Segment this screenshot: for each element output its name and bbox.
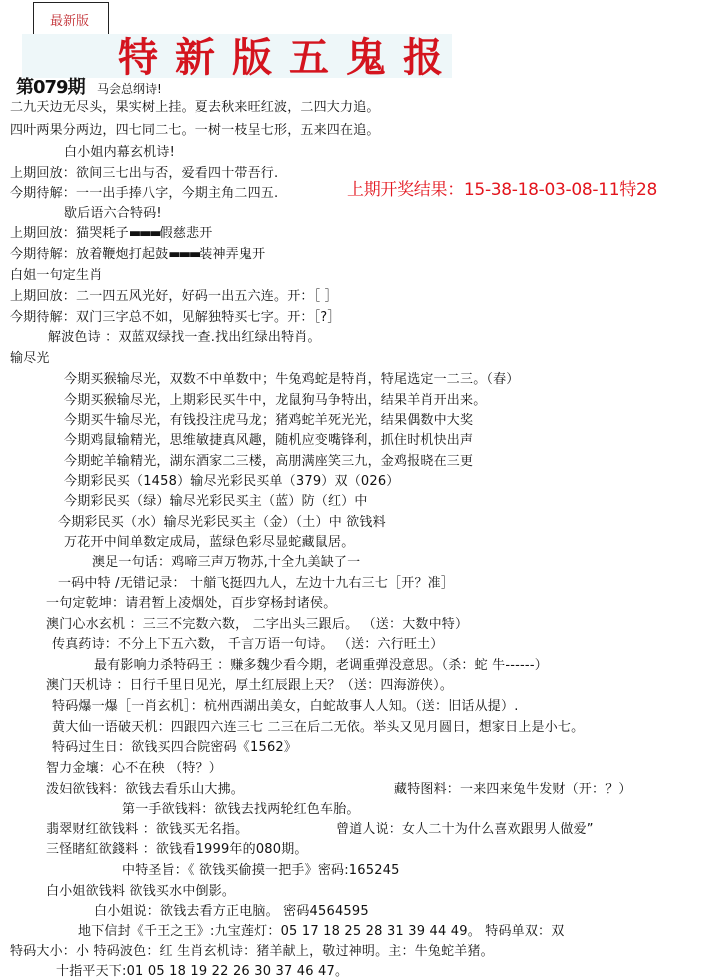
- line-tail: 假慈悲开: [159, 226, 213, 241]
- line-text: 曾道人说：女人二十为什么喜欢跟男人做爱”: [336, 822, 594, 837]
- text-line: [46, 782, 244, 798]
- line-text: 特码大小：小 特码波色：红 生肖玄机诗：猪羊献上，敬过神明。主：牛兔蛇羊猪。: [10, 944, 494, 959]
- text-line: [64, 433, 473, 449]
- issue-number: 第079期: [16, 77, 85, 98]
- line-text: 三怪睹紅欲錢料 ：欲钱看1999年的080期。: [46, 842, 308, 857]
- text-line: [64, 145, 175, 161]
- text-line: [46, 678, 453, 694]
- text-line: [64, 393, 486, 409]
- line-text: 澳门心水玄机 ：三三不完数六数， 二字出头三跟后。 （送：大数中特）: [46, 617, 469, 632]
- text-line: [52, 637, 443, 653]
- text-line: [56, 964, 348, 980]
- text-line: [10, 268, 102, 284]
- line-text: 十指平天下:01 05 18 19 22 26 30 37 46 47。: [56, 964, 349, 979]
- line-text: 上期回放：欲间三七出与否，爱看四十带吾行.: [10, 166, 279, 181]
- line-text: 第一手欲钱料：欲钱去找两轮红色车胎。: [122, 802, 360, 817]
- text-line: [92, 555, 360, 571]
- text-line: [10, 226, 212, 242]
- line-text: 澳门天机诗 ：日行千里日见光，厚土红辰跟上天？（送：四海游侠）。: [46, 678, 454, 693]
- line-text: 今期待解：放着鞭炮打起鼓: [10, 247, 169, 262]
- issue-subtitle: 马会总纲诗!: [97, 82, 162, 96]
- line-text: 翡翠财红欲钱料 ：欲钱买无名指。: [46, 822, 249, 837]
- line-text: 传真药诗：不分上下五六数， 千言万语一句诗。 （送：六行旺土）: [52, 637, 444, 652]
- line-text: 今期买牛输尽光，有钱投注虎马龙；猪鸡蛇羊死光光，结果偶数中大奖: [64, 413, 474, 428]
- line-text: 万花开中间单数定成局，蓝绿色彩尽显蛇藏鼠居。: [64, 535, 355, 550]
- text-line: [10, 351, 50, 367]
- line-text: 上期回放：猫哭耗子: [10, 226, 129, 241]
- text-line: [10, 310, 341, 326]
- text-line: [10, 944, 494, 960]
- text-line: [48, 330, 321, 346]
- line-text: 一码中特 /无错记录： 十艏飞挺四九人，左边十九右三七［开？准］: [58, 576, 455, 591]
- text-line: [46, 842, 308, 858]
- text-line: [10, 247, 265, 263]
- line-text: 二九天边无尽头，果实树上挂。夏去秋来旺红波，二四大力追。: [10, 100, 380, 115]
- text-line: [52, 699, 519, 715]
- line-text: 特码爆一爆［一肖玄机］：杭州西湖出美女，白蛇故事人人知。（送：旧话从提）.: [52, 699, 519, 714]
- line-text: 上期回放：二一四五风光好，好码一出五六连。开：［ ］: [10, 289, 338, 304]
- edition-label: 最新版: [50, 14, 90, 29]
- text-line: [10, 289, 338, 305]
- text-line: [64, 206, 162, 222]
- text-line: [10, 166, 278, 182]
- line-text: 白姐一句定生肖: [10, 268, 103, 283]
- text-line: [58, 515, 386, 531]
- line-text: 白小姐内幕玄机诗!: [64, 145, 176, 160]
- line-text: 白小姐欲钱料 欲钱买水中倒影。: [46, 884, 236, 899]
- text-line: [46, 822, 248, 838]
- text-line: [64, 372, 520, 388]
- text-line: [46, 596, 336, 612]
- line-text: 中特圣旨：《 欲钱买偷摸一把手》密码:165245: [122, 863, 400, 878]
- text-line: [46, 884, 235, 900]
- text-line: [94, 658, 548, 674]
- line-text: 白小姐说：欲钱去看方正电脑。 密码4564595: [94, 904, 369, 919]
- line-text: 澳足一句话：鸡啼三声万物苏,十全九美缺了一: [92, 555, 361, 570]
- line-text: 泼妇欲钱料：欲钱去看乐山大拂。: [46, 782, 245, 797]
- last-draw-label: 上期开奖结果：: [347, 180, 464, 200]
- text-line: [58, 576, 454, 592]
- line-text: 最有影响力杀特码王 ：赚多魏少看今期，老调重弹没意思。（杀：蛇 牛------）: [94, 658, 548, 673]
- line-text: 今期待解：双门三字总不如，见解独特买七字。开：［?］: [10, 310, 341, 325]
- line-text: 智力金壤：心不在秧 （特？）: [46, 761, 222, 776]
- line-text: 今期待解：一一出手捧八字，今期主角二四五.: [10, 186, 279, 201]
- text-line: [122, 802, 360, 818]
- line-text: 今期买猴输尽光，双数不中单数中；牛兔鸡蛇是特肖，特尾选定一二三。（春）: [64, 372, 520, 387]
- last-draw-numbers: 15-38-18-03-08-11特28: [463, 180, 658, 200]
- line-tail: 装神弄鬼开: [199, 247, 266, 262]
- text-line: [336, 822, 594, 838]
- text-line: [52, 740, 297, 756]
- text-line: [10, 123, 380, 139]
- text-line: [394, 782, 632, 798]
- line-text: 特码过生日：欲钱买四合院密码《1562》: [52, 740, 298, 755]
- line-text: 今期买猴输尽光，上期彩民买牛中，龙鼠狗马争特出，结果羊肖开出来。: [64, 393, 487, 408]
- last-draw-result: [347, 175, 657, 200]
- line-text: 解波色诗 ：双蓝双绿找一查.找出红绿出特肖。: [48, 330, 321, 345]
- text-line: [10, 100, 380, 116]
- line-text: 今期蛇羊输精光，湖东酒家二三楼，高朋满座笑三九，金鸡报晓在三更: [64, 454, 474, 469]
- line-text: 四叶两果分两边，四七同二七。一树一枝呈七形，五来四在追。: [10, 123, 380, 138]
- text-line: [122, 863, 400, 879]
- text-line: [78, 924, 564, 940]
- page-title: 特新版五鬼报: [118, 34, 460, 81]
- line-text: 输尽光: [10, 351, 50, 366]
- line-text: 一句定乾坤：请君暂上凌烟处，百步穿杨封诸侯。: [46, 596, 337, 611]
- line-text: 今期彩民买（水）输尽光彩民买主（金）（土）中 欲钱料: [58, 515, 386, 530]
- line-text: 藏特图料：一来四来兔牛发财（开：？）: [394, 782, 632, 797]
- line-text: 黄大仙一语破天机：四跟四六连三七 二三在后二无依。举头又见月圆日，想家日上是小七。: [52, 720, 585, 735]
- redacted-bars: ▬▬▬: [128, 226, 160, 241]
- text-line: [64, 474, 400, 490]
- text-line: [64, 494, 368, 510]
- line-text: 今期鸡鼠输精光，思维敏捷真风趣，随机应变嘴锋利，抓住时机快出声: [64, 433, 474, 448]
- text-line: [46, 617, 468, 633]
- line-text: 地下信封《千王之王》:九宝莲灯：05 17 18 25 28 31 39 44 49。 特码单双：双: [78, 924, 565, 939]
- text-line: [52, 720, 584, 736]
- text-line: [64, 454, 473, 470]
- text-line: [94, 904, 369, 920]
- line-text: 歇后语六合特码!: [64, 206, 162, 221]
- text-line: [64, 413, 473, 429]
- text-line: [64, 535, 354, 551]
- text-line: [46, 761, 222, 777]
- text-line: [10, 186, 278, 202]
- line-text: 今期彩民买（1458）输尽光彩民买单（379）双（026）: [64, 474, 400, 489]
- redacted-bars: ▬▬▬: [168, 247, 200, 262]
- line-text: 今期彩民买（绿）输尽光彩民买主（蓝）防（红）中: [64, 494, 368, 509]
